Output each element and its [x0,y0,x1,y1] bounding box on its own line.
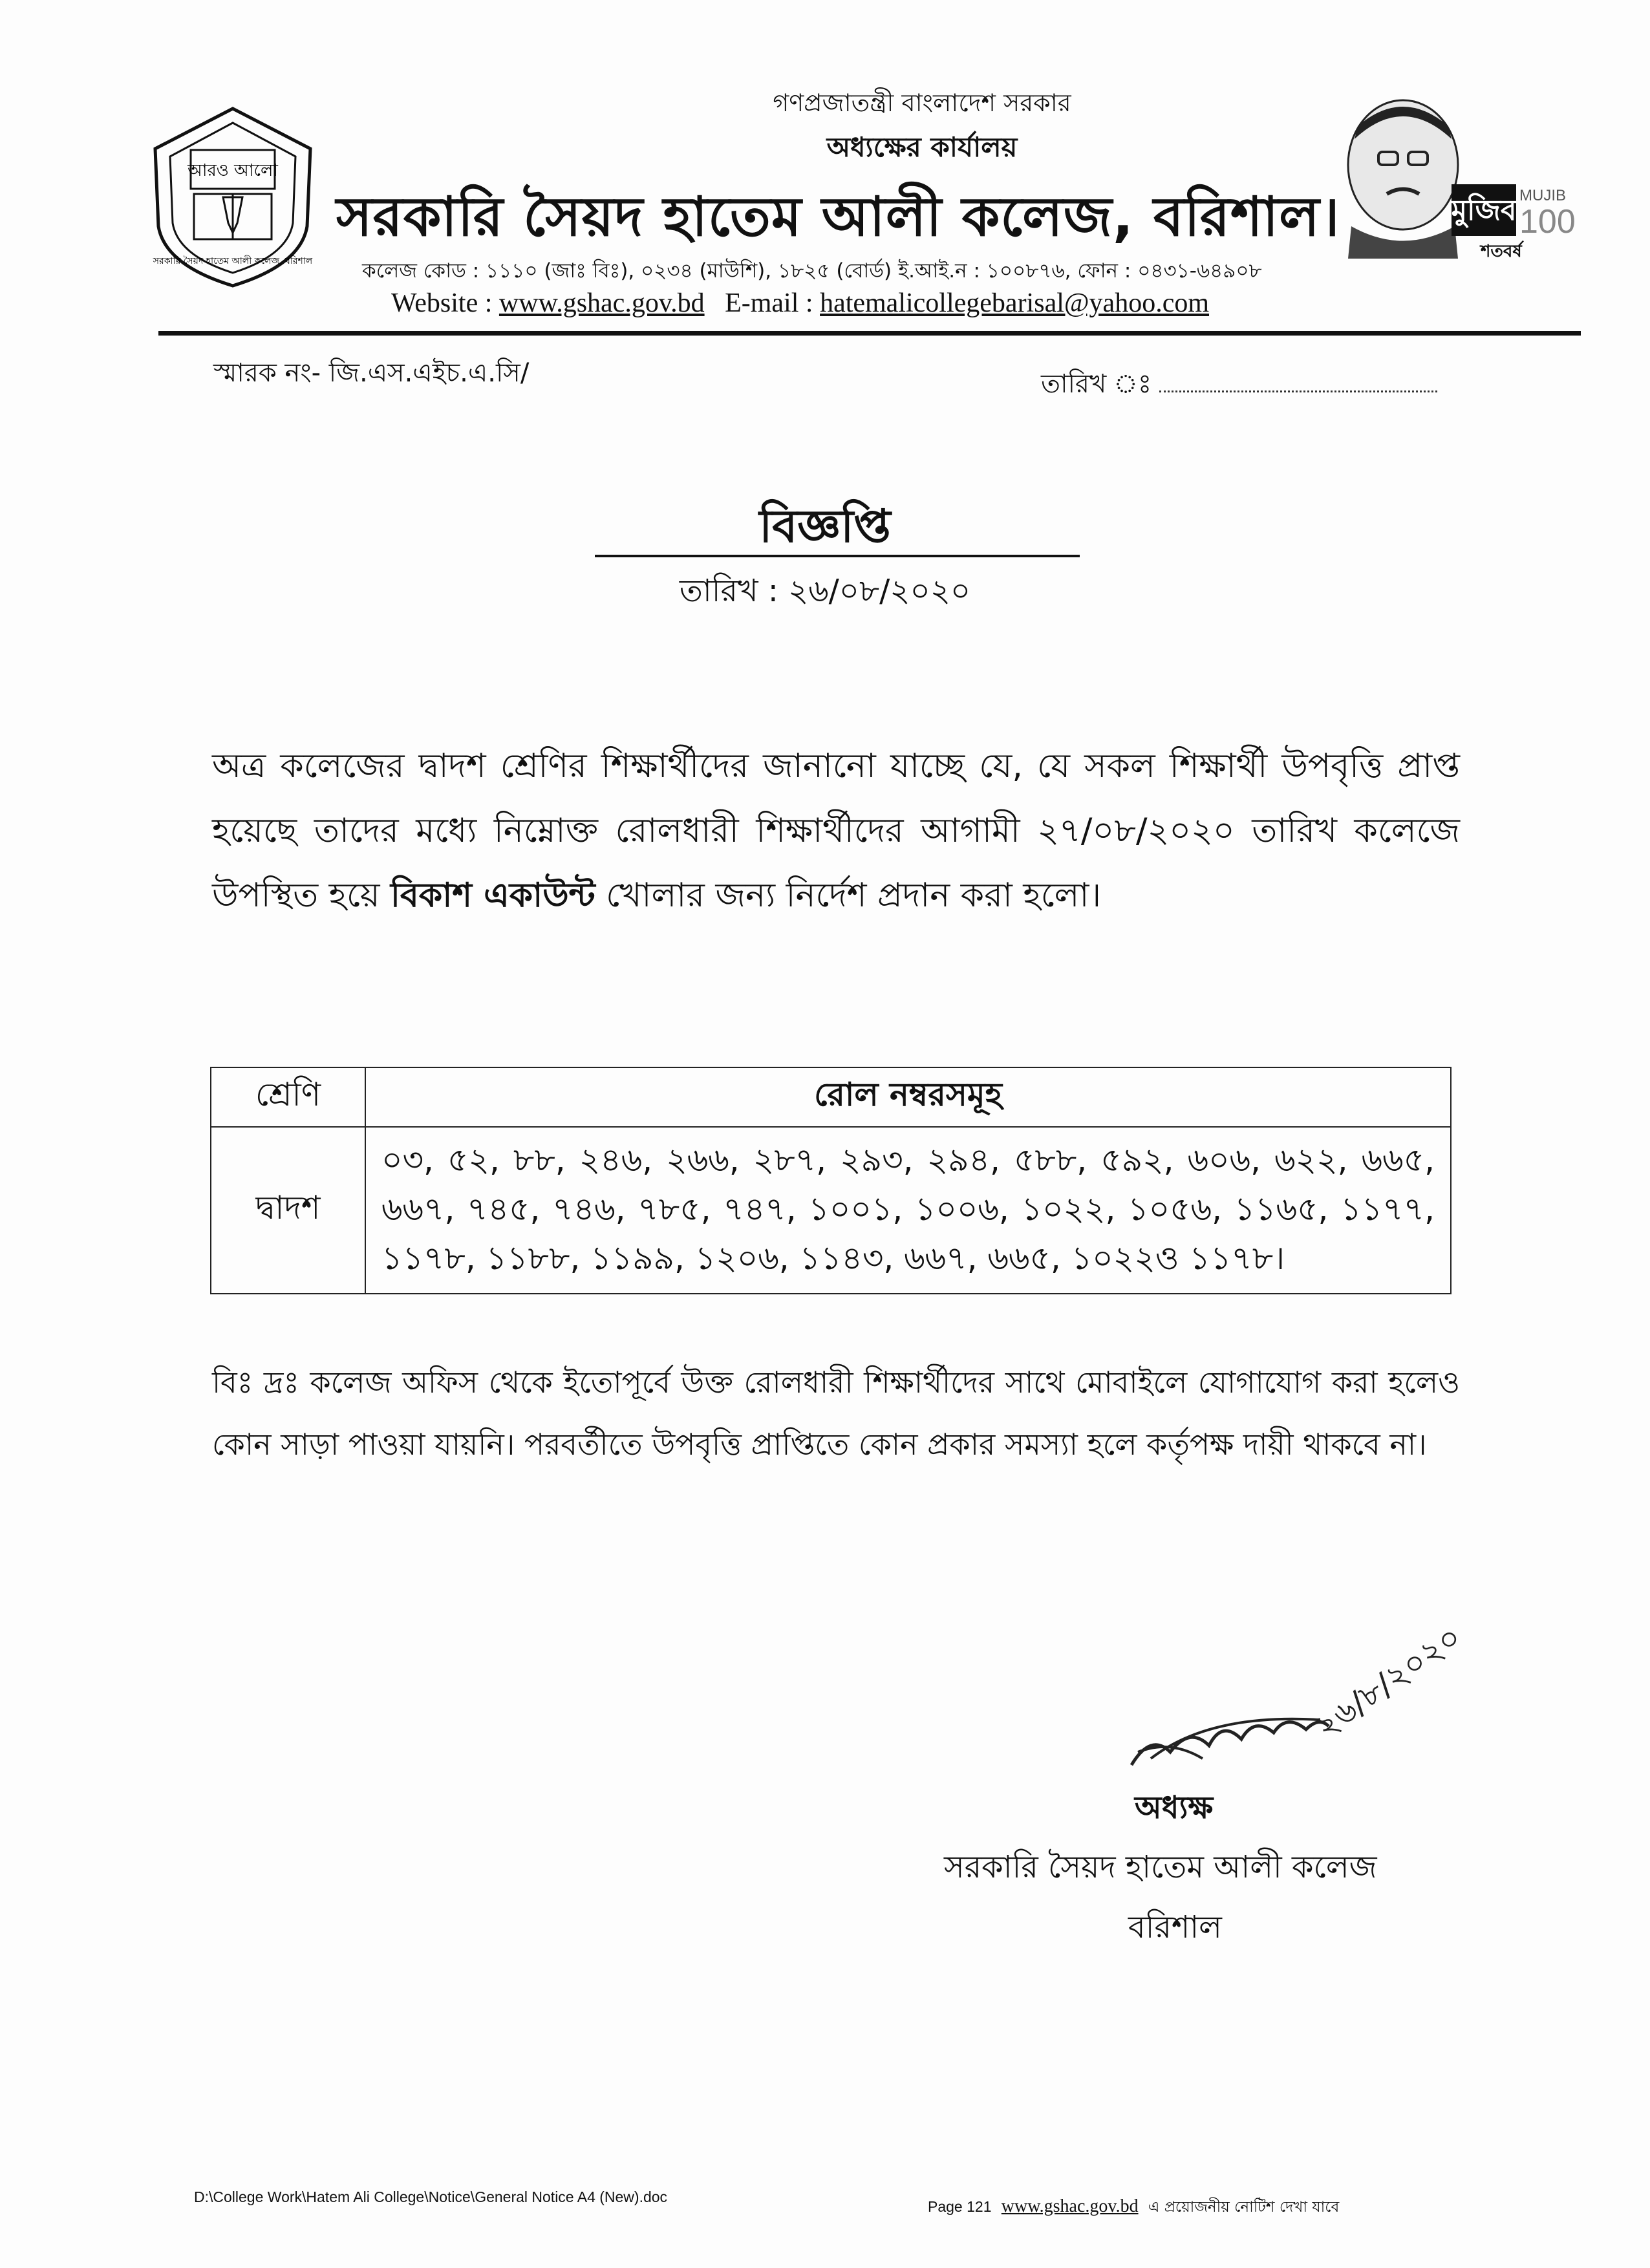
date-blank-line [1159,384,1437,392]
memo-number: স্মারক নং- জি.এস.এইচ.এ.সি/ [213,358,530,388]
body-highlight: বিকাশ একাউন্ট [391,876,595,915]
mujib-number-text: 100 [1519,203,1576,241]
notice-title: বিজ্ঞপ্তি [759,500,891,553]
principal-signature [1112,1618,1468,1804]
email-link[interactable]: hatemalicollegebarisal@yahoo.com [820,288,1210,318]
class-cell: দ্বাদশ [211,1127,365,1294]
web-contact-line [391,288,1209,319]
government-name: গণপ্রজাতন্ত্রী বাংলাদেশ সরকার [773,89,1071,117]
svg-text:আরও আলো: আরও আলো [188,161,278,180]
body-text-part1: অত্র কলেজের দ্বাদশ শ্রেণির শিক্ষার্থীদের জানানো যাচ্ছে যে, যে সকল শিক্ষার্থী উপবৃত্তি প্রাপ্ত হয়েছে তাদের মধ্যে নিম্নোক্ত রোলধারী শিক্ষার্থীদের আগামী ২৭/০৮/২০২০ তারিখ কলেজে উপস্থিত হয়ে [212,747,1460,915]
mujib-english-text: MUJIB [1519,187,1566,204]
footer-file-path: D:\College Work\Hatem Ali College\Notice\General Notice A4 (New).doc [194,2188,668,2205]
table-row [211,1127,1451,1294]
mujib-sub-text: শতবর্ষ [1481,242,1522,261]
notice-note: বিঃ দ্রঃ কলেজ অফিস থেকে ইতোপূর্বে উক্ত রোলধারী শিক্ষার্থীদের সাথে মোবাইলে যোগাযোগ করা হলেও কোন সাড়া পাওয়া যায়নি। পরবর্তীতে উপবৃত্তি প্রাপ্তিতে কোন প্রকার সমস্যা হলে কর্তৃপক্ষ দায়ী থাকবে না। [212,1365,1460,1462]
notice-date: তারিখ : ২৬/০৮/২০২০ [679,573,971,609]
mujib-100-logo [1325,87,1578,268]
footer-website-link[interactable]: www.gshac.gov.bd [1001,2196,1139,2216]
footer-site-note: এ প্রয়োজনীয় নোটিশ দেখা যাবে [1148,2199,1340,2216]
column-header-rolls: রোল নম্বরসমূহ [365,1067,1451,1127]
svg-text:সরকারি সৈয়দ হাতেম আলী কলেজ, ব: সরকারি সৈয়দ হাতেম আলী কলেজ, বরিশাল [153,256,313,266]
college-contact-info: কলেজ কোড : ১১১০ (জাঃ বিঃ), ০২৩৪ (মাউশি), ১৮২৫ (বোর্ড) ই.আই.ন : ১০০৮৭৬, ফোন : ০৪৩১-৬৪৯০৮ [362,259,1262,283]
website-label: Website : [391,288,493,318]
signature-date: ২৬/৮/২০২০ [1308,1618,1468,1746]
office-name: অধ্যক্ষের কার্যালয় [826,131,1018,163]
website-link[interactable]: www.gshac.gov.bd [498,288,705,318]
signatory-city: বরিশাল [1128,1909,1222,1945]
reference-date-label: তারিখ ঃ [1041,369,1152,399]
mujib-bangla-text: মুজিব [1451,194,1517,227]
signatory-college: সরকারি সৈয়দ হাতেম আলী কলেজ [944,1849,1377,1885]
roll-numbers-cell: ০৩, ৫২, ৮৮, ২৪৬, ২৬৬, ২৮৭, ২৯৩, ২৯৪, ৫৮৮, ৫৯২, ৬০৬, ৬২২, ৬৬৫, ৬৬৭, ৭৪৫, ৭৪৬, ৭৮৫, ৭৪৭, ১০০১, ১০০৬, ১০২২, ১০৫৬, ১১৬৫, ১১৭৭, ১১৭৮, ১১৮৮, ১১৯৯, ১২০৬, ১১৪৩, ৬৬৭, ৬৬৫, ১০২২ও ১১৭৮। [365,1127,1451,1294]
letterhead-divider [158,331,1581,336]
signatory-title: অধ্যক্ষ [1135,1790,1214,1826]
email-label: E-mail : [725,288,813,318]
body-text-part2: খোলার জন্য নির্দেশ প্রদান করা হলো। [595,876,1102,915]
table-header-row [211,1067,1451,1127]
roll-number-table [210,1067,1452,1294]
column-header-class: শ্রেণি [211,1067,365,1127]
footer-page-number: Page 121 [928,2198,992,2215]
footer-info [928,2195,1339,2220]
notice-body [212,734,1460,928]
reference-date [1041,363,1437,407]
notice-title-underline [595,555,1080,557]
college-name-heading: সরকারি সৈয়দ হাতেম আলী কলেজ, বরিশাল। [336,185,1340,248]
